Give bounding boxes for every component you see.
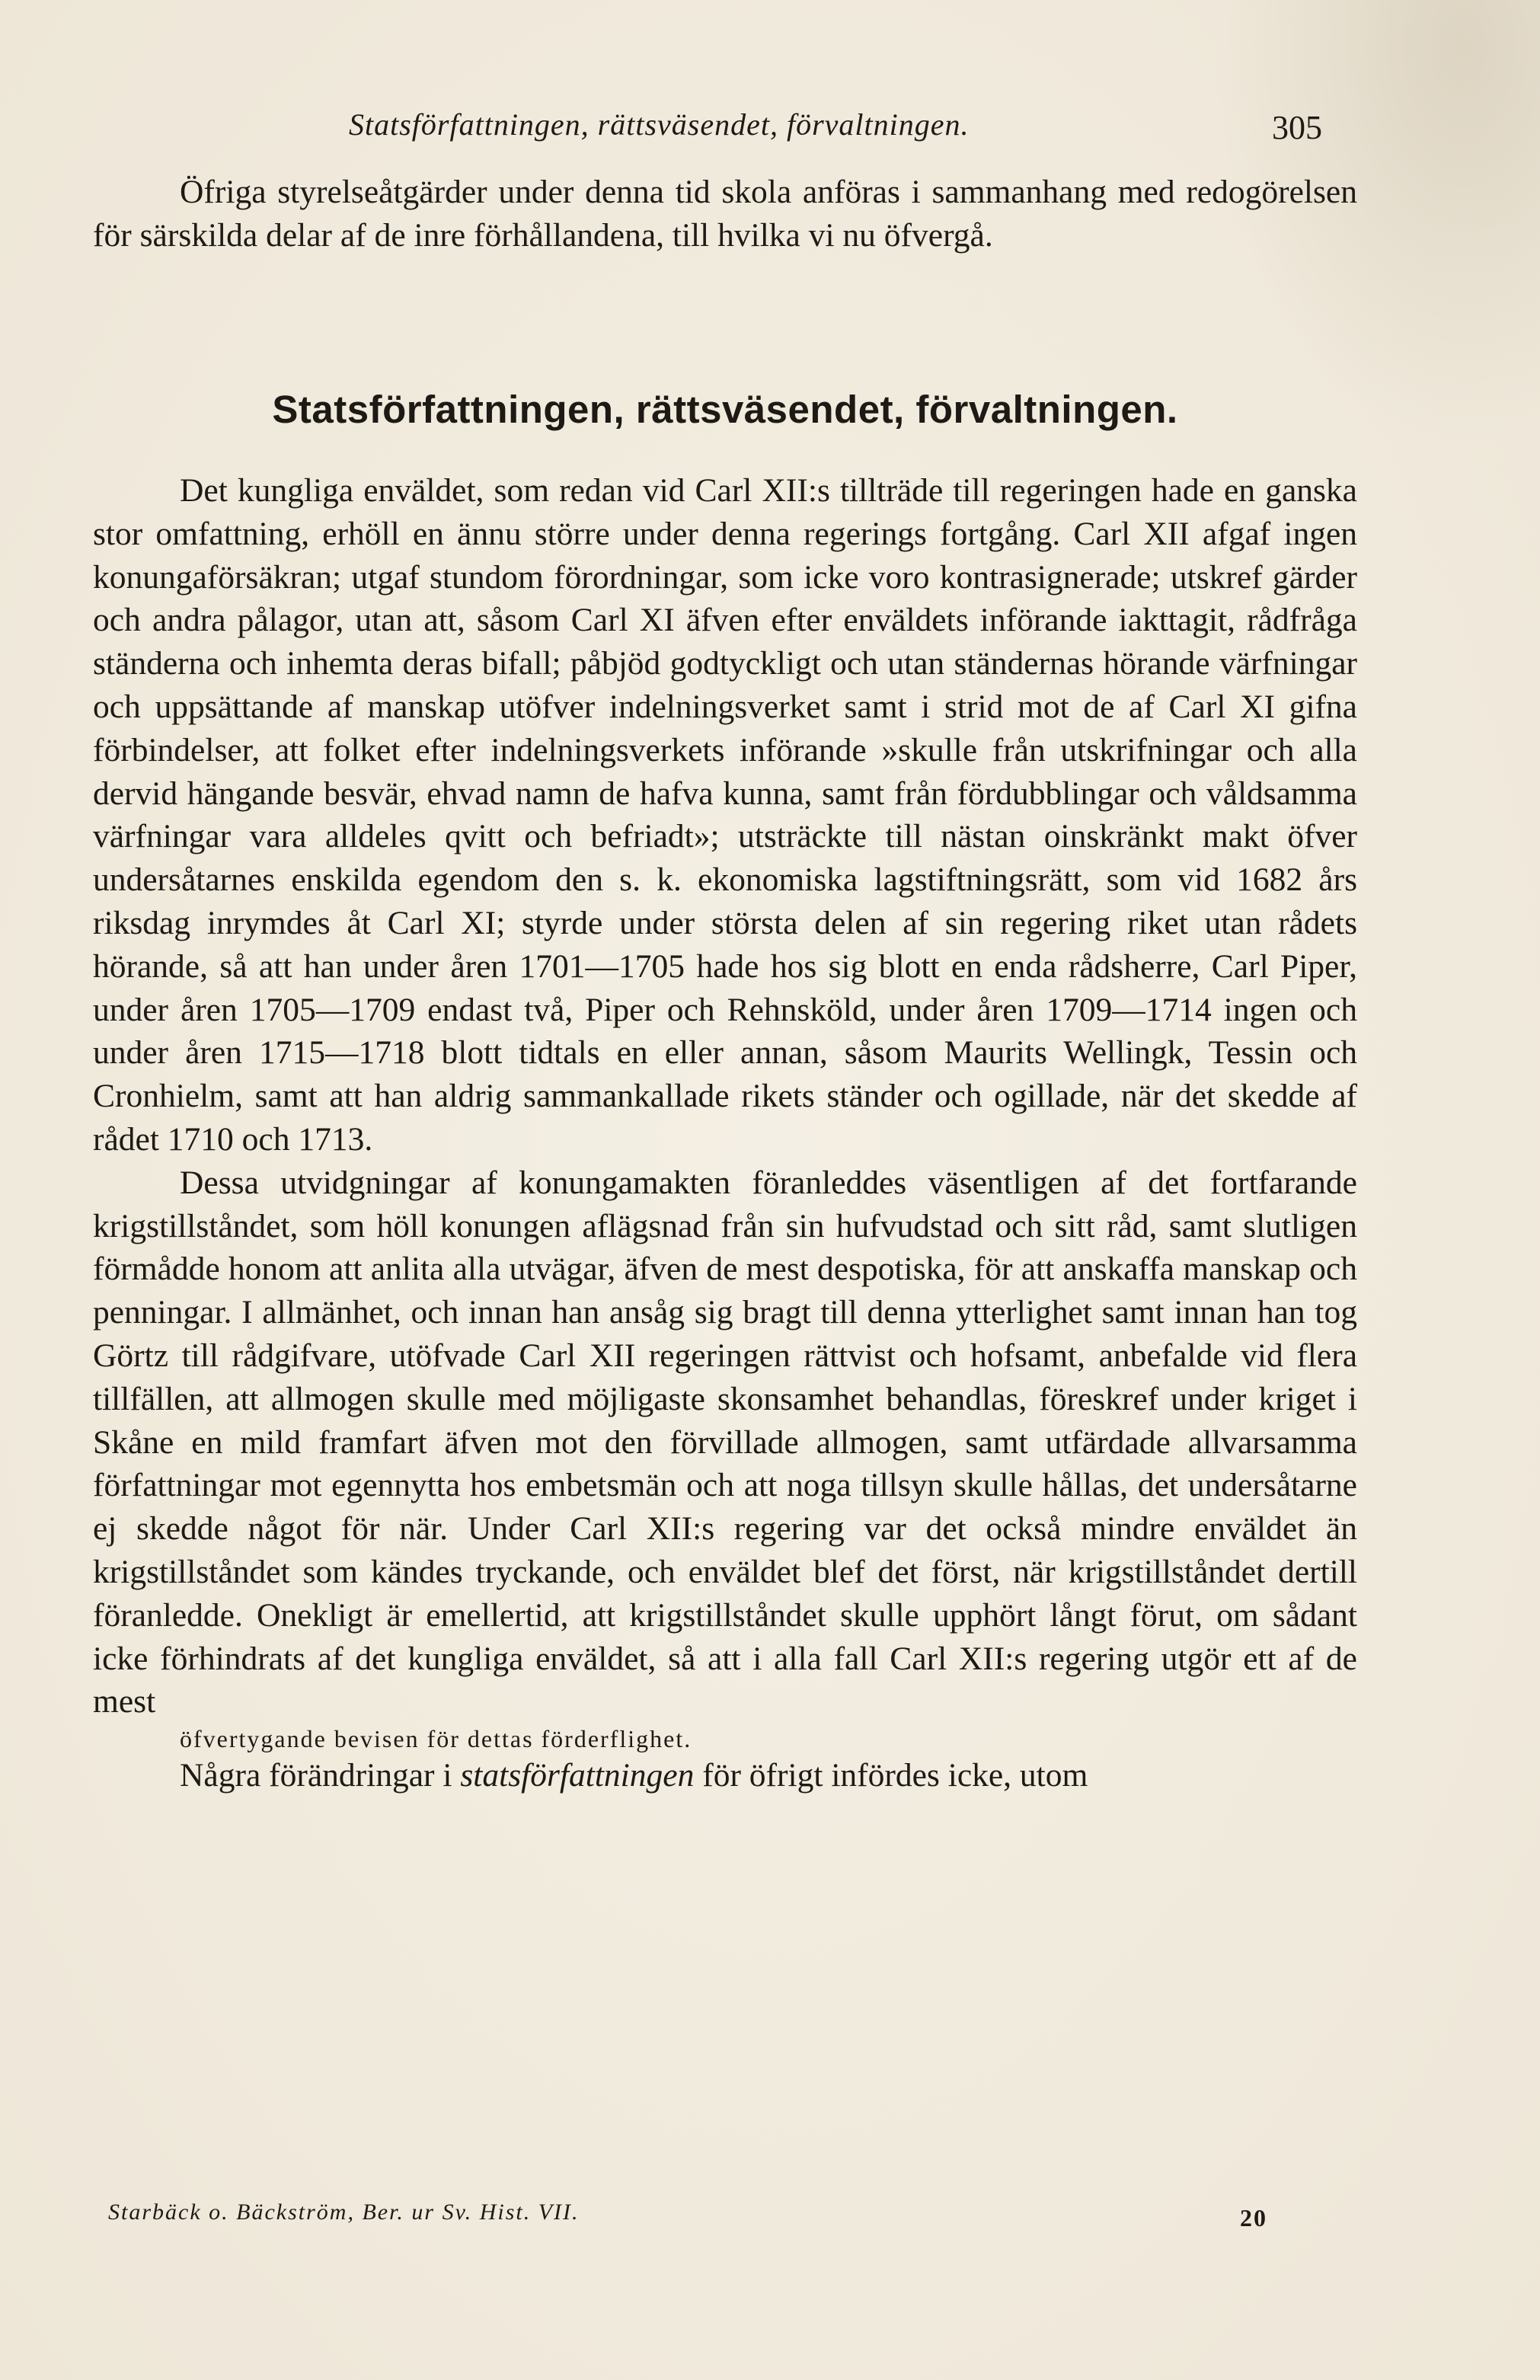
body-text (93, 469, 1357, 1797)
signature-mark: 20 (1240, 2204, 1267, 2231)
paragraph-3-end: för öfrigt infördes icke, utom (694, 1757, 1088, 1794)
paragraph-1: Det kungliga enväldet, som redan vid Carl XII:s tillträde till regeringen hade en ganska stor omfattning, erhöll en ännu större under denna regerings fortgång. Carl XII afgaf ingen konungaförsäkran; utgaf stundom förordningar, som icke voro kontrasignerade; utskref gärder och andra pålagor, utan att, såsom Carl XI äfven efter enväldets införande iakttagit, rådfråga ständerna och inhemta deras bifall; påbjöd godtyckligt och utan ständernas hörande värfningar och uppsättande af manskap utöfver indelningsverket samt i strid mot de af Carl XI gifna förbindelser, att folket efter indelningsverkets införande »skulle från utskrifningar och alla dervid hängande besvär, ehvad namn de hafva kunna, samt från fördubblingar och våldsamma värfningar vara alldeles qvitt och befriadt»; utsträckte till nästan oinskränkt makt öfver undersåtarnes enskilda egendom den s. k. ekonomiska lagstiftningsrätt, som vid 1682 års riksdag inrymdes åt Carl XI; styrde under största delen af sin regering riket utan rådets hörande, så att han under åren 1701—1705 hade hos sig blott en enda rådsherre, Carl Piper, under åren 1705—1709 endast två, Piper och Rehnsköld, under åren 1709—1714 ingen och under åren 1715—1718 blott tidtals en eller annan, såsom Maurits Wellingk, Tessin och Cronhielm, samt att han aldrig sammankallade rikets ständer och ogillade, när det skedde af rådet 1710 och 1713. (93, 472, 1357, 1158)
paragraph-3-start: Några förändringar i (180, 1757, 461, 1794)
footer-source: Starbäck o. Bäckström, Ber. ur Sv. Hist. VII. (108, 2200, 580, 2225)
paragraph-2-text: Dessa utvidgningar af konungamakten föranleddes väsentligen af det fortfarande krigstillståndet, som höll konungen aflägsnad från sin hufvudstad och sitt råd, samt slutligen förmådde honom att anlita alla utvägar, äfven de mest despotiska, för att anskaffa manskap och penningar. I allmänhet, och innan han ansåg sig bragt till denna ytterlighet samt innan han tog Görtz till rådgifvare, utöfvade Carl XII regeringen rättvist och hofsamt, anbefalde vid flera tillfällen, att allmogen skulle med möjligaste skonsamhet behandlas, föreskref under kriget i Skåne en mild framfart äfven mot den förvillade allmogen, samt utfärdade allvarsamma författningar mot egennytta hos embetsmän och att noga tillsyn skulle hållas, det undersåtarne ej skedde något för när. Under Carl XII:s regering var det också mindre enväldet än krigstillståndet som kändes tryckande, och enväldet blef det först, när krigstillståndet dertill föranledde. Onekligt är emellertid, att krigstillståndet skulle upphört långt förut, om sådant icke förhindrats af det kungliga enväldet, så att i alla fall Carl XII:s regering utgör ett af de mest (93, 1164, 1357, 1720)
paragraph-3-italic: statsförfattningen (460, 1757, 695, 1794)
paragraph-2 (93, 1161, 1357, 1754)
running-head: Statsförfattningen, rättsväsendet, förvaltningen. (349, 107, 970, 142)
page-number: 305 (1272, 109, 1322, 146)
intro-paragraph-text: Öfriga styrelseåtgärder under denna tid skola anföras i sammanhang med redogörelsen för särskilda delar af de inre förhållandena, till hvilka vi nu öfvergå. (93, 174, 1357, 254)
intro-paragraph (93, 171, 1357, 257)
section-heading: Statsförfattningen, rättsväsendet, förvaltningen. (272, 388, 1178, 431)
paragraph-2-small-line: öfvertygande bevisen för dettas förderflighet. (180, 1725, 692, 1753)
paragraph-3 (93, 1754, 1357, 1797)
